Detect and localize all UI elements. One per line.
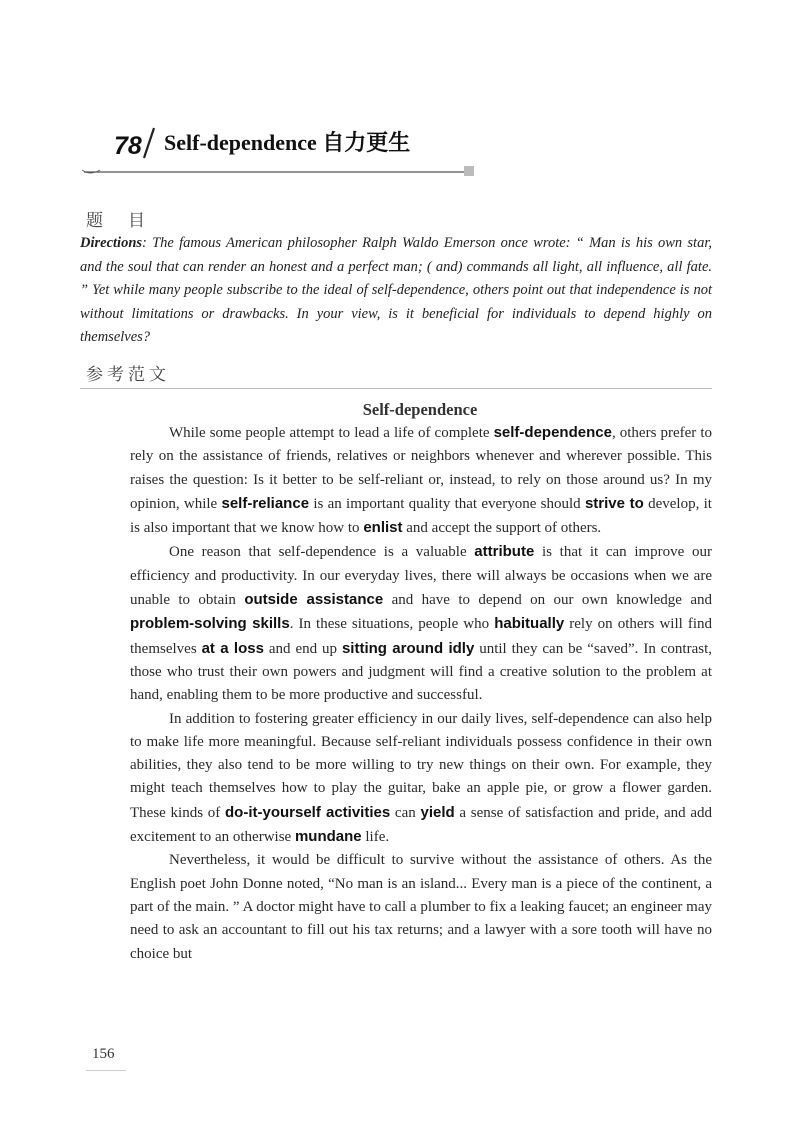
chapter-title: Self-dependence 自力更生	[164, 130, 411, 155]
key-phrase: self-reliance	[221, 494, 310, 512]
essay-paragraph	[130, 540, 712, 707]
key-phrase: at a loss	[201, 639, 264, 657]
key-phrase: mundane	[294, 828, 362, 846]
essay-text: can	[390, 804, 421, 821]
essay-text: is that it can improve our efficiency and productivity. In our everyday lives, there will always be occasions when we are unable to obtain	[130, 544, 712, 609]
key-phrase: enlist	[363, 519, 403, 537]
key-phrase: self-dependence	[493, 424, 612, 441]
key-phrase: do-it-yourself activities	[225, 803, 391, 821]
essay-text: and have to depend on our own knowledge and	[383, 592, 712, 609]
essay-text: Nevertheless, it would be difficult to survive without the assistance of others. As the English poet John Donne noted, “No man is an island... Every man is a piece of the continent, a part of the main. ” A doctor might have to call a plumber to fix a leaking faucet; an engineer may need to ask an accountant to fill out his tax returns; and a lawyer with a sore tooth will have no choice but	[130, 852, 712, 962]
chapter-slash-decoration	[140, 122, 160, 162]
essay-text: develop, it is also important that we know how to	[130, 495, 712, 537]
essay-text: One reason that self-dependence is a valuable	[169, 544, 475, 561]
key-phrase: sitting around idly	[341, 639, 475, 657]
directions-text: : The famous American philosopher Ralph Waldo Emerson once wrote: “ Man is his own star, and the soul that can render an honest and a perfect man; ( and) commands all light, all influence, all fate. ” Yet while many people subscribe to the ideal of self-dependence, others point out that independence is not without limitations or drawbacks. In your view, is it beneficial for individuals to depend highly on themselves?	[80, 235, 712, 345]
essay-text: While some people attempt to lead a life of complete	[169, 425, 494, 441]
essay-paragraph	[130, 849, 712, 965]
key-phrase: outside assistance	[244, 591, 384, 609]
essay-paragraph	[130, 708, 712, 850]
essay-text: and end up	[263, 640, 342, 657]
chapter-number: 78	[114, 132, 142, 160]
essay-text: is an important quality that everyone should	[309, 495, 585, 512]
topic-label: 题 目	[86, 211, 149, 231]
page-number-rule	[86, 1070, 126, 1071]
key-phrase: yield	[420, 803, 455, 821]
essay-text: and accept the support of others.	[402, 520, 602, 537]
essay-paragraph	[130, 421, 712, 540]
directions-label: Directions	[80, 235, 143, 251]
essay-text: In addition to fostering greater efficiency in our daily lives, self-dependence can also help to make life more meaningful. Because self-reliant individuals possess confidence in their own abilities, they also tend to be more willing to try new things on their own. For example, they might teach themselves how to play the guitar, bake an apple pie, or grow a flower garden. These kinds of	[130, 710, 712, 821]
essay-text: until they can be “saved”. In contrast, those who trust their own powers and judgment will find a creative solution to the problem at hand, enabling them to be more productive and successful.	[130, 640, 712, 704]
essay-body	[130, 421, 712, 966]
key-phrase: strive to	[584, 494, 644, 512]
essay-text: life.	[361, 829, 390, 846]
essay-text: rely on others will find themselves	[130, 616, 713, 657]
essay-text: , others prefer to rely on the assistance of friends, relatives or neighbors whenever and wherever possible. This raises the question: Is it better to be self-reliant or, instead, to rely on those around us? In my opinion, while	[130, 425, 712, 512]
sample-essay-label: 参考范文	[86, 365, 170, 385]
key-phrase: problem-solving skills	[130, 615, 290, 633]
essay-title: Self-dependence	[362, 400, 478, 419]
essay-text: a sense of satisfaction and pride, and add excitement to an otherwise	[130, 804, 713, 846]
key-phrase: attribute	[474, 543, 535, 561]
directions-block	[80, 232, 712, 350]
chapter-heading	[80, 118, 480, 178]
page-number: 156	[92, 1046, 115, 1062]
section-divider	[80, 388, 712, 389]
essay-text: . In these situations, people who	[289, 616, 495, 633]
key-phrase: habitually	[494, 615, 565, 633]
